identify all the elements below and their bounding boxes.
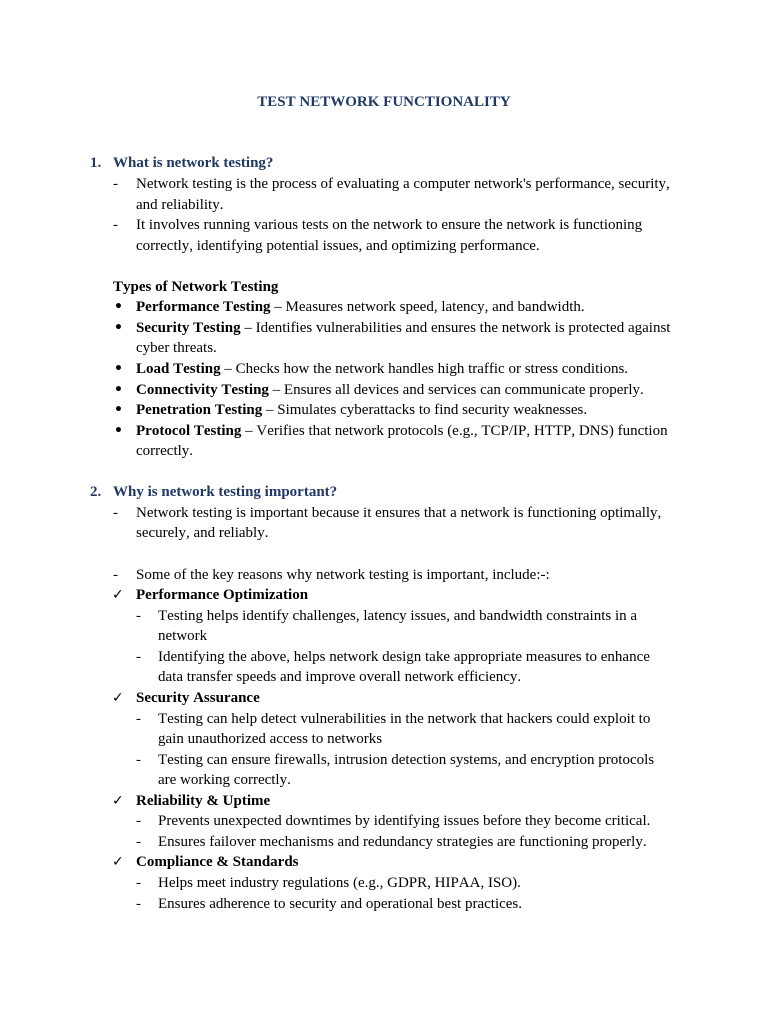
reason-detail-text: Prevents unexpected downtimes by identifying issues before they become critical. — [158, 813, 651, 830]
reason-title: Security Assurance — [136, 689, 260, 706]
testing-type-item — [0, 380, 673, 401]
reason-detail — [0, 832, 673, 853]
reason-detail — [0, 894, 673, 915]
section-heading — [0, 153, 673, 174]
dash-marker: - — [136, 895, 141, 912]
checkmark-icon: ✓ — [112, 587, 124, 604]
testing-type-description: – Identifies vulnerabilities and ensures the network is protected against cyber threats. — [136, 319, 671, 357]
reason-detail — [0, 647, 673, 688]
reason-detail-text: Testing can ensure firewalls, intrusion detection systems, and encryption protocols are working correctly. — [158, 751, 655, 789]
dash-marker: - — [136, 833, 141, 850]
bullet-icon: • — [114, 402, 123, 419]
reason-item — [0, 791, 673, 812]
testing-type-name: Protocol Testing — [136, 422, 242, 439]
testing-type-item — [0, 297, 673, 318]
dash-marker: - — [136, 710, 141, 727]
reason-detail — [0, 606, 673, 647]
reason-detail — [0, 811, 673, 832]
testing-type-item — [0, 421, 673, 462]
dash-marker: - — [136, 648, 141, 665]
testing-type-name: Security Testing — [136, 319, 241, 336]
testing-type-description: – Simulates cyberattacks to find security weaknesses. — [265, 402, 588, 419]
section-number: 1. — [90, 155, 102, 172]
reason-detail-text: Testing can help detect vulnerabilities in the network that hackers could exploit to gain unauthorized access to networks — [158, 710, 651, 748]
section-heading — [0, 482, 673, 503]
section-heading-text: What is network testing? — [113, 155, 274, 172]
reason-detail-text: Identifying the above, helps network design take appropriate measures to enhance data transfer speeds and improve overall network efficiency. — [158, 648, 650, 686]
bullet-icon: • — [114, 319, 123, 336]
list-item — [0, 565, 673, 586]
dash-marker: - — [136, 607, 141, 624]
reason-detail — [0, 709, 673, 750]
reason-detail-text: Helps meet industry regulations (e.g., GDPR, HIPAA, ISO). — [158, 875, 521, 892]
list-item-text: Network testing is the process of evaluating a computer network's performance, security, and reliability. — [136, 175, 670, 213]
reason-detail — [0, 750, 673, 791]
section-why-network-testing-important — [0, 482, 768, 914]
dash-marker: - — [113, 504, 118, 521]
testing-type-description: – Measures network speed, latency, and bandwidth. — [274, 299, 585, 316]
reason-detail-text: Testing helps identify challenges, latency issues, and bandwidth constraints in a network — [158, 607, 638, 645]
reason-item — [0, 585, 673, 606]
list-item — [0, 503, 673, 544]
list-item-text: Some of the key reasons why network testing is important, include:-: — [136, 566, 550, 583]
checkmark-icon: ✓ — [112, 689, 124, 706]
section-number: 2. — [90, 484, 102, 501]
reason-title: Compliance & Standards — [136, 854, 299, 871]
reason-item — [0, 688, 673, 709]
bullet-icon: • — [114, 299, 123, 316]
reason-detail-text: Ensures adherence to security and operational best practices. — [158, 895, 523, 912]
document-body — [0, 92, 768, 914]
section-what-is-network-testing — [0, 153, 768, 461]
bullet-icon: • — [114, 360, 123, 377]
section-heading-text: Why is network testing important? — [113, 484, 338, 501]
list-item — [0, 215, 673, 256]
reason-detail-text: Ensures failover mechanisms and redundancy strategies are functioning properly. — [158, 833, 647, 850]
testing-type-name: Penetration Testing — [136, 402, 263, 419]
reason-title: Reliability & Uptime — [136, 792, 271, 809]
testing-type-description: – Verifies that network protocols (e.g., TCP/IP, HTTP, DNS) function correctly. — [136, 422, 668, 460]
testing-type-name: Performance Testing — [136, 299, 271, 316]
dash-marker: - — [113, 175, 118, 192]
list-item-text: It involves running various tests on the network to ensure the network is functioning correctly, identifying potential issues, and optimizing performance. — [136, 217, 643, 254]
reason-detail — [0, 873, 673, 894]
testing-type-item — [0, 400, 673, 421]
reason-title: Performance Optimization — [136, 587, 309, 604]
testing-type-name: Load Testing — [136, 360, 221, 377]
list-item-text: Network testing is important because it ensures that a network is functioning optimally, securely, and reliably. — [136, 504, 662, 542]
checkmark-icon: ✓ — [112, 792, 124, 809]
dash-marker: - — [136, 751, 141, 768]
list-item — [0, 174, 673, 215]
types-heading: Types of Network Testing — [113, 278, 279, 295]
dash-marker: - — [136, 813, 141, 830]
testing-type-name: Connectivity Testing — [136, 381, 269, 398]
dash-marker: - — [136, 875, 141, 892]
dash-marker: - — [113, 217, 118, 234]
bullet-icon: • — [114, 381, 123, 398]
document-title: TEST NETWORK FUNCTIONALITY — [257, 93, 511, 110]
testing-type-description: – Checks how the network handles high traffic or stress conditions. — [224, 360, 629, 377]
bullet-icon: • — [114, 422, 123, 439]
testing-type-item — [0, 359, 673, 380]
checkmark-icon: ✓ — [112, 854, 124, 871]
testing-type-description: – Ensures all devices and services can communicate properly. — [272, 381, 644, 398]
reason-item — [0, 852, 673, 873]
dash-marker: - — [113, 566, 118, 583]
testing-type-item — [0, 318, 673, 359]
